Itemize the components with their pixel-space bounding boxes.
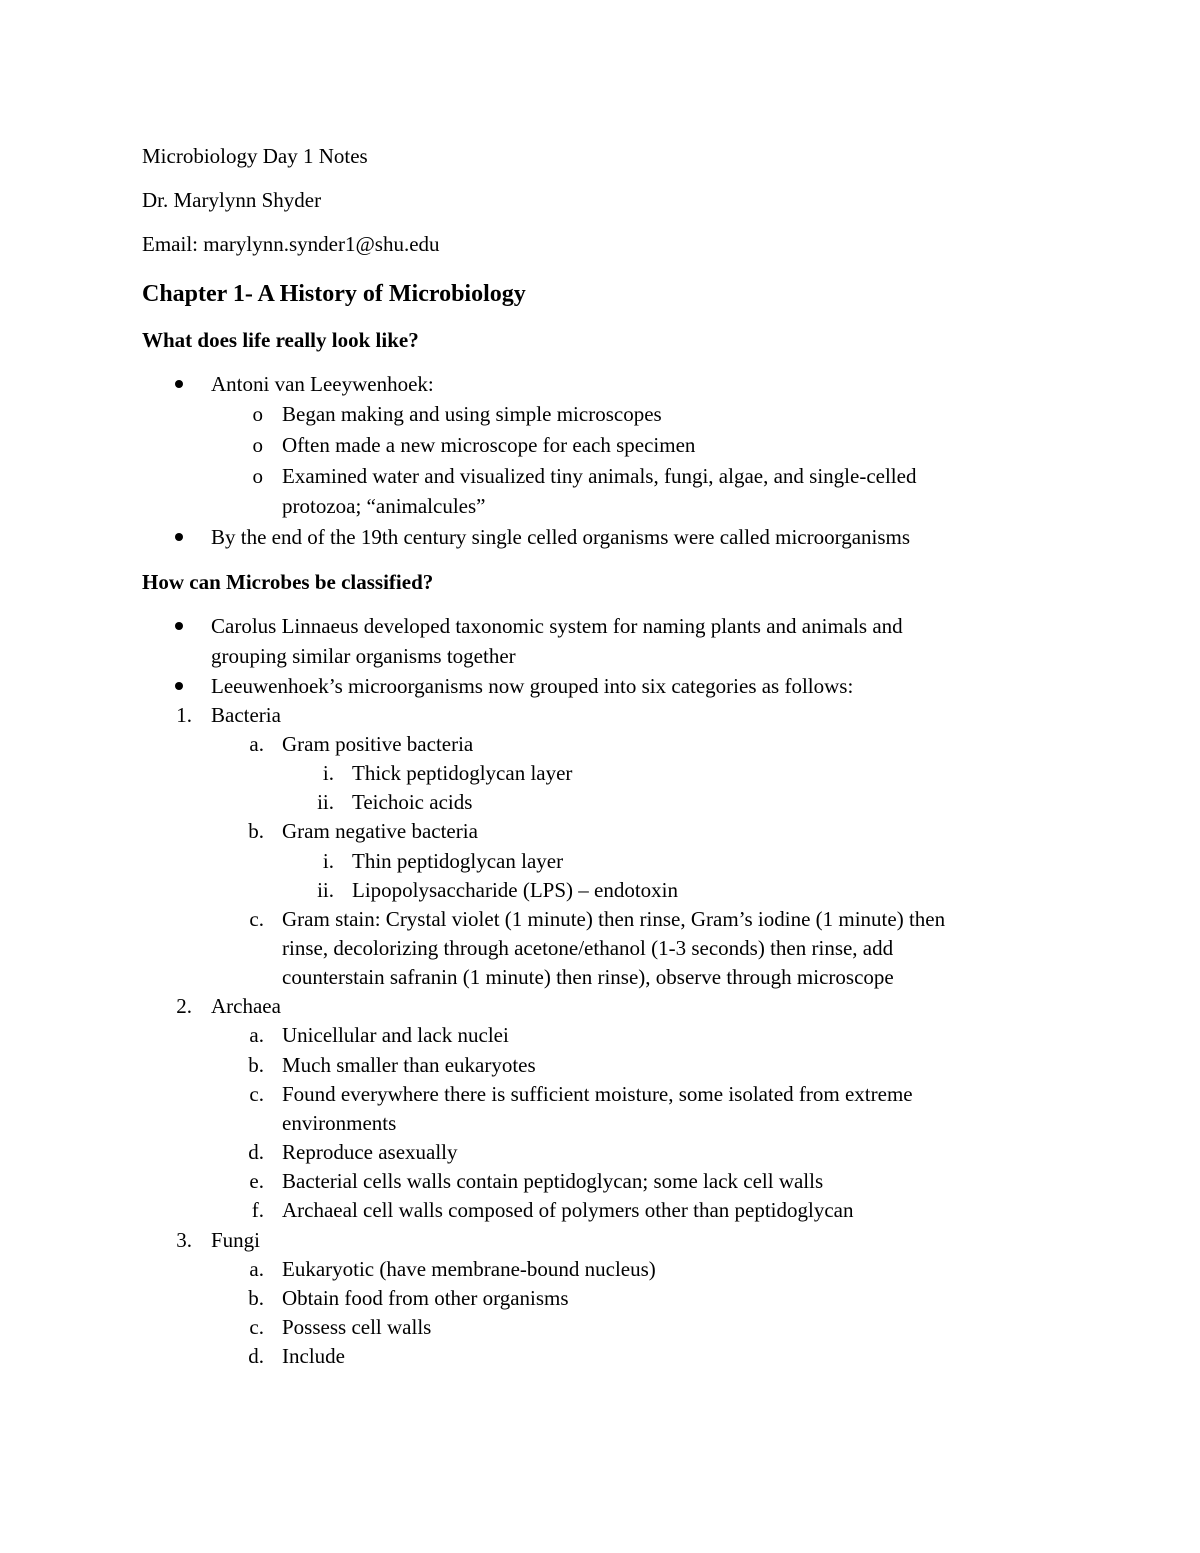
- list-number: 3.: [176, 1228, 192, 1252]
- sub-item: Unicellular and lack nuclei: [282, 1023, 509, 1047]
- sub-item: Include: [282, 1344, 345, 1368]
- bullet-six-categories: Leeuwenhoek’s microorganisms now grouped into six categories as follows:: [211, 674, 854, 698]
- sub-item: Gram positive bacteria: [282, 732, 474, 756]
- sub-item: Found everywhere there is sufficient moisture, some isolated from extreme: [282, 1082, 913, 1106]
- sub-sub-item: Thick peptidoglycan layer: [352, 761, 573, 785]
- sub-marker: b.: [248, 1286, 264, 1310]
- sub-marker: a.: [249, 1257, 264, 1281]
- sub-marker: o: [252, 402, 263, 426]
- sub-item: Much smaller than eukaryotes: [282, 1053, 536, 1077]
- doc-title: Microbiology Day 1 Notes: [142, 144, 368, 168]
- category-fungi: Fungi: [211, 1228, 261, 1252]
- sub-marker: b.: [248, 819, 264, 843]
- sub-item: Eukaryotic (have membrane-bound nucleus): [282, 1257, 656, 1281]
- sub-item-continuation: counterstain safranin (1 minute) then rinse), observe through microscope: [282, 965, 894, 989]
- sub-sub-item: Teichoic acids: [352, 790, 473, 814]
- sub-item: Gram negative bacteria: [282, 819, 478, 843]
- sub-item: Possess cell walls: [282, 1315, 432, 1339]
- bullet-microorganisms: By the end of the 19th century single celled organisms were called microorganisms: [211, 525, 911, 549]
- sub-marker: a.: [249, 732, 264, 756]
- sub-marker: c.: [249, 1082, 264, 1106]
- sub-item: Reproduce asexually: [282, 1140, 458, 1164]
- sub-item: Gram stain: Crystal violet (1 minute) then rinse, Gram’s iodine (1 minute) then: [282, 907, 946, 931]
- bullet-dot: [175, 380, 183, 388]
- sub-item: Bacterial cells walls contain peptidoglycan; some lack cell walls: [282, 1169, 824, 1193]
- bullet-linnaeus-continuation: grouping similar organisms together: [211, 644, 516, 668]
- sub-marker: f.: [251, 1198, 264, 1222]
- sub-sub-marker: ii.: [317, 790, 334, 814]
- email-line: Email: marylynn.synder1@shu.edu: [142, 232, 440, 256]
- sub-sub-marker: i.: [322, 849, 334, 873]
- sub-item: Often made a new microscope for each specimen: [282, 433, 696, 457]
- sub-item: Examined water and visualized tiny animals, fungi, algae, and single-celled: [282, 464, 917, 488]
- sub-marker: o: [252, 464, 263, 488]
- author-name: Dr. Marylynn Shyder: [142, 188, 322, 212]
- sub-item: Began making and using simple microscopes: [282, 402, 662, 426]
- sub-marker: d.: [248, 1344, 264, 1368]
- sub-item-continuation: rinse, decolorizing through acetone/ethanol (1-3 seconds) then rinse, add: [282, 936, 894, 960]
- sub-item-continuation: protozoa; “animalcules”: [282, 494, 486, 518]
- sub-marker: e.: [249, 1169, 264, 1193]
- chapter-heading: Chapter 1- A History of Microbiology: [142, 281, 526, 307]
- category-archaea: Archaea: [211, 994, 281, 1018]
- sub-sub-marker: i.: [322, 761, 334, 785]
- sub-sub-marker: ii.: [317, 878, 334, 902]
- sub-marker: b.: [248, 1053, 264, 1077]
- sub-marker: d.: [248, 1140, 264, 1164]
- sub-marker: a.: [249, 1023, 264, 1047]
- bullet-dot: [175, 533, 183, 541]
- sub-marker: o: [252, 433, 263, 457]
- bullet-leeuwenhoek: Antoni van Leeywenhoek:: [211, 372, 434, 396]
- list-number: 1.: [176, 703, 192, 727]
- list-number: 2.: [176, 994, 192, 1018]
- sub-marker: c.: [249, 1315, 264, 1339]
- sub-item: Obtain food from other organisms: [282, 1286, 569, 1310]
- section-heading-life: What does life really look like?: [142, 328, 419, 352]
- sub-item-continuation: environments: [282, 1111, 397, 1135]
- bullet-linnaeus: Carolus Linnaeus developed taxonomic system for naming plants and animals and: [211, 614, 903, 638]
- sub-marker: c.: [249, 907, 264, 931]
- bullet-dot: [175, 682, 183, 690]
- section-heading-classified: How can Microbes be classified?: [142, 570, 434, 594]
- sub-sub-item: Thin peptidoglycan layer: [352, 849, 564, 873]
- category-bacteria: Bacteria: [211, 703, 281, 727]
- bullet-dot: [175, 622, 183, 630]
- sub-item: Archaeal cell walls composed of polymers other than peptidoglycan: [282, 1198, 854, 1222]
- sub-sub-item: Lipopolysaccharide (LPS) – endotoxin: [352, 878, 679, 902]
